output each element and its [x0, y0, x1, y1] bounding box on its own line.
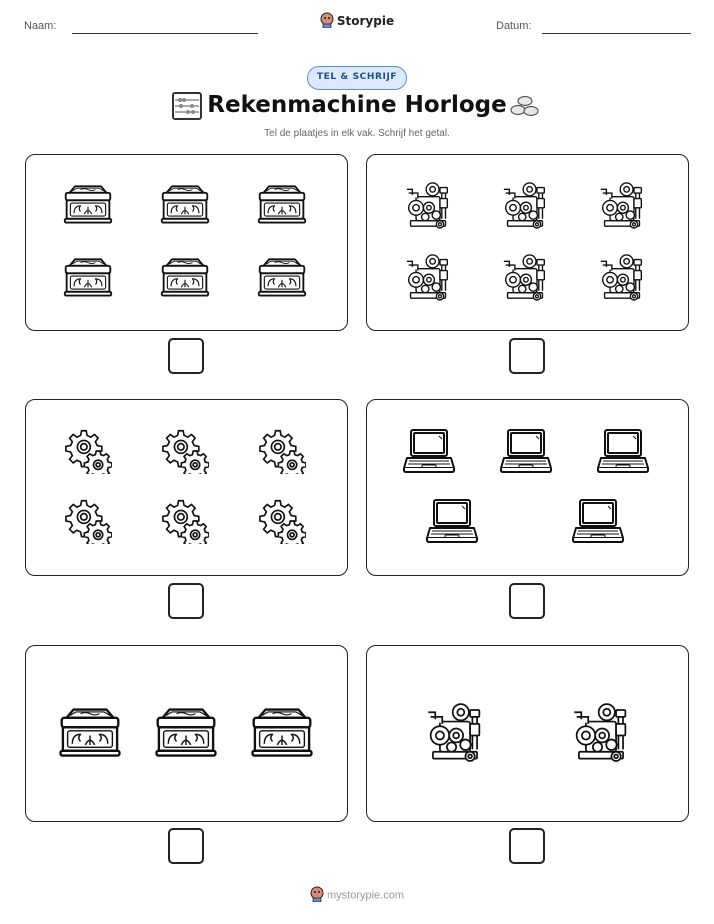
footer [0, 886, 714, 905]
gears-icon [258, 428, 306, 474]
music-box-icon [249, 706, 315, 758]
date-line[interactable] [542, 33, 691, 34]
mascot-icon [320, 12, 334, 31]
gears-icon [64, 428, 112, 474]
footer-url[interactable]: mystorypie.com [326, 889, 405, 902]
laptop-icon [426, 498, 478, 544]
answer-box-5[interactable] [168, 828, 204, 864]
laptop-icon [572, 498, 624, 544]
music-box-icon [159, 256, 211, 298]
gear-machine-icon [502, 180, 548, 230]
count-panel-1 [25, 154, 348, 331]
answer-box-1[interactable] [168, 338, 204, 374]
instructions: Tel de plaatjes in elk vak. Schrijf het getal. [264, 128, 450, 139]
gear-machine-icon [426, 700, 484, 764]
music-box-icon [62, 256, 114, 298]
activity-badge: TEL & SCHRIJF [307, 66, 407, 90]
count-panel-3 [25, 399, 348, 576]
music-box-icon [62, 183, 114, 225]
answer-box-4[interactable] [509, 583, 545, 619]
gear-machine-icon [572, 700, 630, 764]
gears-icon [161, 428, 209, 474]
gear-machine-icon [502, 252, 548, 302]
answer-box-2[interactable] [509, 338, 545, 374]
mascot-icon [310, 886, 324, 905]
laptop-icon [500, 428, 552, 474]
page-title: Rekenmachine Horloge [207, 92, 507, 118]
music-box-icon [159, 183, 211, 225]
music-box-icon [256, 183, 308, 225]
count-panel-6 [366, 645, 689, 822]
gear-machine-icon [599, 180, 645, 230]
answer-box-3[interactable] [168, 583, 204, 619]
music-box-icon [57, 706, 123, 758]
music-box-icon [256, 256, 308, 298]
laptop-icon [597, 428, 649, 474]
answer-box-6[interactable] [509, 828, 545, 864]
gears-icon [64, 498, 112, 544]
gear-machine-icon [405, 180, 451, 230]
brand-logo [0, 12, 714, 31]
gears-icon [161, 498, 209, 544]
gear-machine-icon [405, 252, 451, 302]
name-label: Naam: [24, 20, 57, 32]
laptop-icon [403, 428, 455, 474]
music-box-icon [153, 706, 219, 758]
brand-name: Storypie [336, 14, 395, 28]
name-line[interactable] [72, 33, 258, 34]
date-label: Datum: [496, 20, 532, 32]
count-panel-4 [366, 399, 689, 576]
pebbles-icon [510, 95, 540, 121]
gears-icon [258, 498, 306, 544]
gear-machine-icon [599, 252, 645, 302]
